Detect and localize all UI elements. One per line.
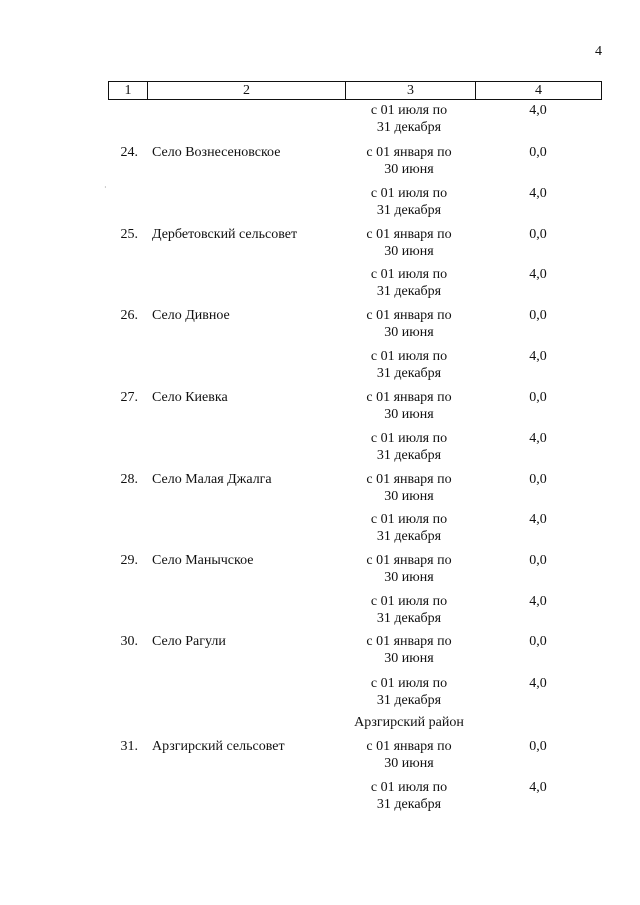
- period-line-1: с 01 июля по: [370, 431, 448, 446]
- table-row: [0, 348, 640, 384]
- period-line-2: 30 июня: [384, 162, 434, 177]
- period-line-1: с 01 июля по: [370, 267, 448, 282]
- table-row: [0, 307, 640, 343]
- table-row: [0, 511, 640, 547]
- period-line-2: 30 июня: [384, 407, 434, 422]
- rate-value: 0,0: [529, 145, 547, 160]
- locality-name: Дербетовский сельсовет: [152, 227, 298, 242]
- period: [344, 307, 474, 341]
- period: [344, 226, 474, 260]
- period-line-1: с 01 июля по: [370, 103, 448, 118]
- period: [344, 738, 474, 772]
- period: [344, 185, 474, 219]
- period-line-1: с 01 июля по: [370, 594, 448, 609]
- table-row: [0, 471, 640, 507]
- section-title: Арзгирский район: [354, 715, 464, 730]
- table-header: [108, 81, 602, 100]
- period-line-2: 30 июня: [384, 651, 434, 666]
- rate-value: 4,0: [529, 349, 547, 364]
- period-line-1: с 01 января по: [366, 739, 452, 754]
- rate-value: 4,0: [529, 780, 547, 795]
- row-number: 24.: [120, 145, 138, 160]
- header-col-1: 1: [124, 83, 132, 98]
- rate-value: 0,0: [529, 390, 547, 405]
- table-row: [0, 430, 640, 466]
- row-number: 29.: [120, 553, 138, 568]
- period-line-2: 31 декабря: [376, 366, 442, 381]
- rate-value: 0,0: [529, 553, 547, 568]
- row-number: 31.: [120, 739, 138, 754]
- locality-name: Село Киевка: [152, 390, 228, 405]
- period-line-2: 30 июня: [384, 570, 434, 585]
- table-row: [0, 185, 640, 221]
- period-line-1: с 01 января по: [366, 472, 452, 487]
- period-line-2: 30 июня: [384, 756, 434, 771]
- rate-value: 0,0: [529, 227, 547, 242]
- period-line-1: с 01 января по: [366, 308, 452, 323]
- row-number: 30.: [120, 634, 138, 649]
- period-line-1: с 01 июля по: [370, 349, 448, 364]
- header-col-4: 4: [475, 82, 601, 99]
- rate-value: 4,0: [529, 512, 547, 527]
- table-row: [0, 266, 640, 302]
- period-line-1: с 01 января по: [366, 634, 452, 649]
- period: [344, 389, 474, 423]
- rate-value: 4,0: [529, 676, 547, 691]
- period-line-1: с 01 января по: [366, 390, 452, 405]
- period: [344, 266, 474, 300]
- period-line-2: 31 декабря: [376, 611, 442, 626]
- rate-value: 4,0: [529, 267, 547, 282]
- table-row: [0, 552, 640, 588]
- header-col-2: 2: [147, 82, 345, 99]
- period-line-1: с 01 января по: [366, 145, 452, 160]
- period: [344, 144, 474, 178]
- period-line-1: с 01 июля по: [370, 186, 448, 201]
- rate-value: 0,0: [529, 739, 547, 754]
- period-line-2: 31 декабря: [376, 284, 442, 299]
- table-row: [0, 102, 640, 138]
- locality-name: Арзгирский сельсовет: [152, 739, 285, 754]
- table-row: [0, 738, 640, 774]
- table-row: [0, 633, 640, 669]
- period-line-1: с 01 июля по: [370, 512, 448, 527]
- table-row: [0, 675, 640, 711]
- table-row: [0, 779, 640, 815]
- period-line-1: с 01 июля по: [370, 676, 448, 691]
- table-row: [0, 389, 640, 425]
- locality-name: Село Рагули: [152, 634, 226, 649]
- locality-name: Село Вознесеновское: [152, 145, 281, 160]
- page-number: 4: [595, 44, 602, 59]
- period-line-2: 31 декабря: [376, 797, 442, 812]
- period-line-2: 31 декабря: [376, 120, 442, 135]
- period-line-2: 31 декабря: [376, 448, 442, 463]
- rate-value: 4,0: [529, 594, 547, 609]
- period-line-2: 31 декабря: [376, 529, 442, 544]
- rate-value: 0,0: [529, 634, 547, 649]
- row-number: 25.: [120, 227, 138, 242]
- header-col-3: 3: [345, 82, 475, 99]
- period: [344, 102, 474, 136]
- row-number: 28.: [120, 472, 138, 487]
- rate-value: 4,0: [529, 431, 547, 446]
- period-line-2: 31 декабря: [376, 693, 442, 708]
- period: [344, 552, 474, 586]
- period-line-1: с 01 января по: [366, 553, 452, 568]
- period: [344, 633, 474, 667]
- period: [344, 348, 474, 382]
- locality-name: Село Манычское: [152, 553, 254, 568]
- period: [344, 593, 474, 627]
- period: [344, 675, 474, 709]
- rate-value: 4,0: [529, 103, 547, 118]
- rate-value: 0,0: [529, 472, 547, 487]
- period-line-1: с 01 июля по: [370, 780, 448, 795]
- period: [344, 471, 474, 505]
- period: [344, 511, 474, 545]
- period-line-1: с 01 января по: [366, 227, 452, 242]
- table-row: [0, 226, 640, 262]
- period: [344, 430, 474, 464]
- rate-value: 0,0: [529, 308, 547, 323]
- row-number: 26.: [120, 308, 138, 323]
- scan-speck: ·: [104, 183, 107, 192]
- table-row: [0, 593, 640, 629]
- table-row: [0, 144, 640, 180]
- period: [344, 779, 474, 813]
- locality-name: Село Малая Джалга: [152, 472, 272, 487]
- rate-value: 4,0: [529, 186, 547, 201]
- period-line-2: 30 июня: [384, 325, 434, 340]
- period-line-2: 30 июня: [384, 244, 434, 259]
- period-line-2: 30 июня: [384, 489, 434, 504]
- row-number: 27.: [120, 390, 138, 405]
- locality-name: Село Дивное: [152, 308, 230, 323]
- period-line-2: 31 декабря: [376, 203, 442, 218]
